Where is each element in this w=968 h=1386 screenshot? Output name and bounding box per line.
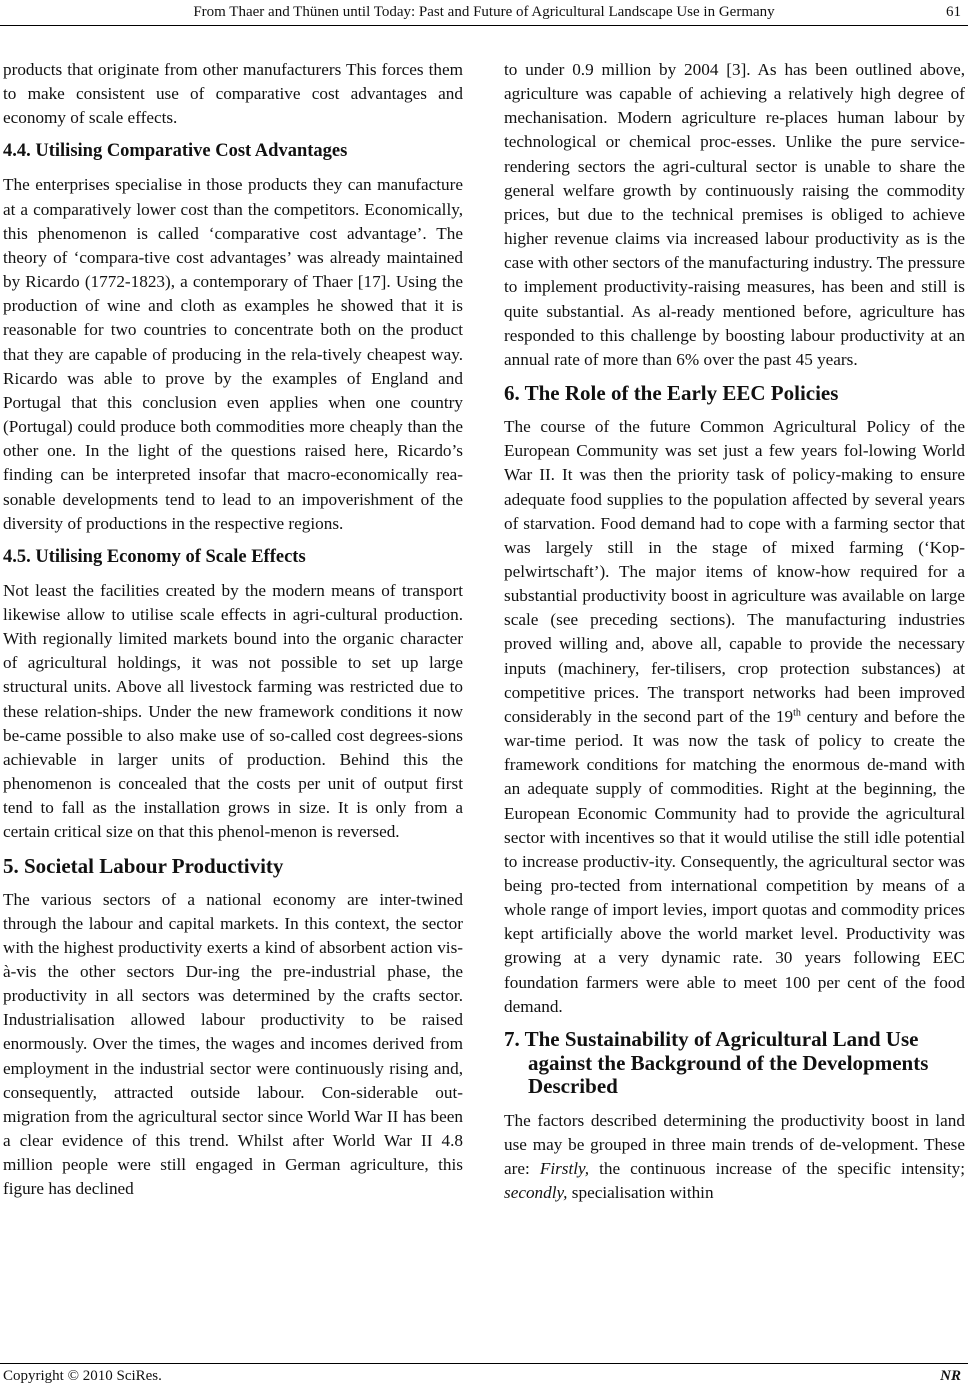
section-7-text-a: The factors described determining the productivity boost in land use may be grouped in three main trends of de-velopment. These are: — [504, 1110, 965, 1179]
section-7-heading: 7. The Sustainability of Agricultural Land Use against the Background of the Developments Described — [504, 1026, 929, 1099]
section-6-paragraph — [504, 415, 965, 1019]
section-7-paragraph — [504, 1109, 965, 1206]
section-6-text-b: century and before the war-time period. It was now the task of policy to create the framework conditions for matching the enormous de-mand with an adequate supply of commodities. Right at the beginning, the European Economic Community had to provide the agricultural sector with incentives so that it would utilise the still idle potential to increase productiv-ity. Consequently, the agricultural sector was being pro-tected from international competition by means of a whole range of import levies, import quotas and commodity prices kept artificially above the world market level. Productivity was growing at a very dynamic rate. 30 years following EEC foundation farmers were able to meet 100 per cent of the food demand. — [504, 706, 965, 1016]
journal-abbreviation: NR — [940, 1368, 961, 1384]
section-4-5-paragraph: Not least the facilities created by the modern means of transport likewise allow to utilise scale effects in agri-cultural production. With regionally limited markets bound into the organic character of agricultural holdings, it was not possible to set up large structural units. Above all livestock farming was restricted due to these relation-ships. Under the new framework conditions it now be-came possible to also make use of so-called cost degrees-sions achievable in larger units of production. Behind this the phenomenon is concealed that the costs per unit of output first tend to fall as the installation grows in size. It is only from a certain critical size on that this phenol-menon is reversed. — [3, 580, 463, 842]
secondly-emphasis: secondly, — [504, 1183, 568, 1203]
section-7-text-c: specialisation within — [567, 1183, 714, 1203]
intro-paragraph: products that originate from other manufacturers This forces them to make consistent use of comparative cost advantages and economy of scale effects. — [3, 60, 463, 128]
running-title: From Thaer and Thünen until Today: Past and Future of Agricultural Landscape Use in Germany — [193, 4, 775, 20]
section-5-paragraph: The various sectors of a national economy are inter-twined through the labour and capital markets. In this context, the sector with the highest productivity exerts a kind of absorbent action vis-à-vis the other sectors Dur-ing the pre-industrial phase, the productivity in all sectors was determined by the crafts sector. Industrialisation allowed labour productivity to be raised enormously. Over the times, the wages and incomes derived from employment in the industrial sector were continuously rising and, consequently, attracted outside labour. Con-siderable out-migration from the agricultural sector since World War II has been a clear evidence of this trend. Whilst after World War II 4.8 million people were still engaged in German agriculture, this figure has declined — [3, 889, 463, 1199]
copyright-notice: Copyright © 2010 SciRes. — [3, 1368, 162, 1384]
left-column — [3, 58, 463, 1202]
section-6-heading: 6. The Role of the Early EEC Policies — [504, 381, 839, 406]
right-column — [504, 58, 965, 1205]
section-4-4-paragraph: The enterprises specialise in those products they can manufacture at a comparatively lower cost than the competitors. Economically, this phenomenon is called ‘comparative cost advantage’. The theory of ‘compara-tive cost advantages’ was already maintained by Ricardo (1772-1823), a contemporary of Thaer [17]. Using the production of wine and cloth as examples he showed that it is reasonable for two countries to concentrate both on the product that they are capable of producing in the rela-tively cheapest way. Ricardo was able to prove by the examples of England and Portugal that this conclusion even applies when one country (Portugal) could produce both commodities more cheaply than the other one. In the light of the questions raised here, Ricardo’s finding can be interpreted insofar that macro-economically rea-sonable developments tend to lead to an impoverishment of the diversity of productions in the respective regions. — [3, 175, 463, 533]
section-6-text-a: The course of the future Common Agricultural Policy of the European Community was set just a few years fol-lowing World War II. It was then the priority task of policy-making to ensure adequate food supplies to the population affected by several years of starvation. Food demand had to cope with a farming sector that was largely still in the stage of mixed farming (‘Kop-pelwirtschaft’). The major items of know-how required for a substantial productivity boost in agriculture was available on large scale (see preceding sections). The manufacturing industries proved willing and, above all, capable to provide the necessary inputs (machinery, fer-tilisers, crop protection substances) at competitive prices. The transport networks had been improved considerably in the second part of the 19 — [504, 417, 965, 726]
ordinal-superscript: th — [793, 707, 801, 719]
header-rule — [0, 25, 968, 26]
section-4-5-heading: 4.5. Utilising Economy of Scale Effects — [3, 546, 306, 567]
page-number: 61 — [946, 4, 961, 20]
section-4-4-heading: 4.4. Utilising Comparative Cost Advantages — [3, 141, 348, 162]
section-5-heading: 5. Societal Labour Productivity — [3, 853, 284, 878]
section-7-text-b: the continuous increase of the specific intensity; — [589, 1159, 965, 1179]
footer-rule — [0, 1363, 968, 1364]
firstly-emphasis: Firstly, — [539, 1159, 590, 1179]
continued-paragraph: to under 0.9 million by 2004 [3]. As has been outlined above, agriculture was capable of achieving a relatively high degree of mechanisation. Modern agriculture re-places human labour by technological or chemical proc-esses. Unlike the pure service-rendering sectors the agri-cultural sector is unable to share the general welfare growth by continuously raising the commodity prices, but due to the technical premises is obliged to achieve higher revenue claims via increased labour productivity as is the case with other sectors of the manufacturing industry. The pressure to implement productivity-raising measures, has been and still is quite substantial. As al-ready mentioned before, agriculture has responded to this challenge by boosting labour productivity at an annual rate of more than 6% over the past 45 years. — [504, 60, 965, 369]
